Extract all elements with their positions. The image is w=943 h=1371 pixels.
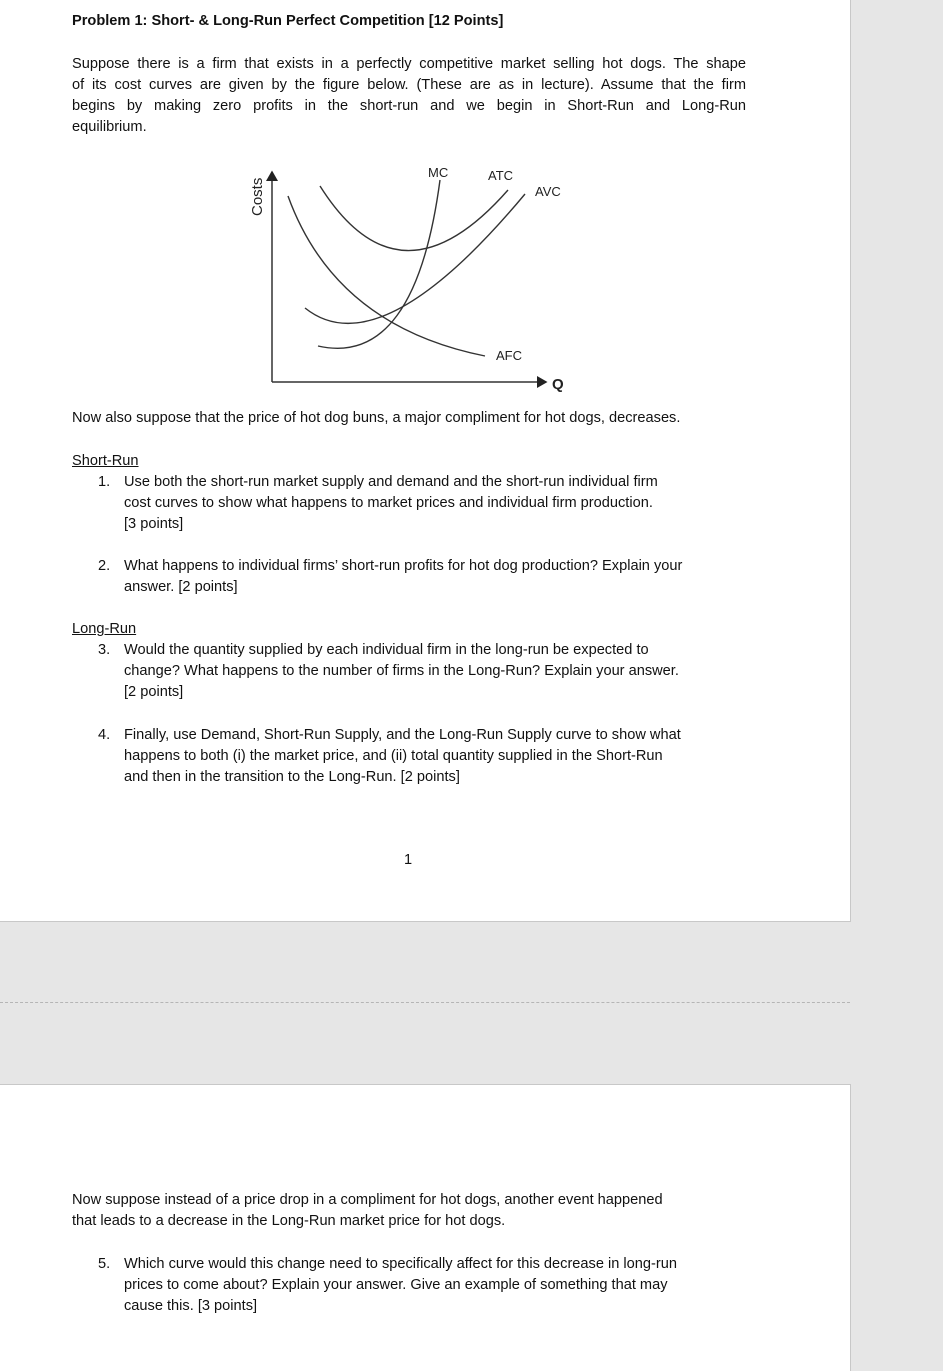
question-line: [2 points]: [124, 684, 184, 700]
intro-line: of its cost curves are given by the figure below. (These are as in lecture). Assume that the firm: [72, 77, 746, 93]
question-line: cost curves to show what happens to market prices and individual firm production.: [124, 495, 653, 511]
long-run-heading: Long-Run: [72, 621, 137, 637]
question-line: prices to come about? Explain your answer. Give an example of something that may: [124, 1277, 668, 1293]
question-number: 1.: [98, 474, 111, 490]
question-line: change? What happens to the number of firms in the Long-Run? Explain your answer.: [124, 663, 679, 679]
question-line: What happens to individual firms’ short-run profits for hot dog production? Explain your: [124, 558, 683, 574]
page-number: 1: [404, 852, 413, 868]
afc-curve: [288, 196, 485, 356]
question-number: 2.: [98, 558, 111, 574]
question-line: Use both the short-run market supply and demand and the short-run individual firm: [124, 474, 658, 490]
question-line: Finally, use Demand, Short-Run Supply, and the Long-Run Supply curve to show what: [124, 727, 681, 743]
intro-line: Suppose there is a firm that exists in a perfectly competitive market selling hot dogs. The shape: [72, 56, 746, 72]
atc-label: ATC: [488, 168, 514, 183]
avc-label: AVC: [535, 184, 561, 199]
question-line: cause this. [3 points]: [124, 1298, 258, 1314]
question-number: 5.: [98, 1256, 111, 1272]
atc-curve: [320, 186, 508, 251]
intro-line: Now suppose instead of a price drop in a compliment for hot dogs, another event happened: [72, 1192, 663, 1208]
scenario-text: Now also suppose that the price of hot dog buns, a major compliment for hot dogs, decreases.: [72, 410, 681, 426]
problem-title: Problem 1: Short- & Long-Run Perfect Competition [12 Points]: [72, 13, 504, 29]
intro-line: that leads to a decrease in the Long-Run market price for hot dogs.: [72, 1213, 506, 1229]
intro-line: begins by making zero profits in the short-run and we begin in Short-Run and Long-Run: [72, 98, 746, 114]
question-line: and then in the transition to the Long-Run. [2 points]: [124, 769, 460, 785]
question-line: [3 points]: [124, 516, 184, 532]
y-axis-label: Costs: [249, 177, 266, 216]
cost-curves-figure: [240, 158, 580, 394]
afc-label: AFC: [496, 348, 522, 363]
question-number: 4.: [98, 727, 111, 743]
short-run-heading: Short-Run: [72, 453, 139, 469]
question-line: Would the quantity supplied by each individual firm in the long-run be expected to: [124, 642, 649, 658]
question-line: happens to both (i) the market price, and (ii) total quantity supplied in the Short-Run: [124, 748, 663, 764]
avc-curve: [305, 194, 525, 323]
question-line: Which curve would this change need to specifically affect for this decrease in long-run: [124, 1256, 677, 1272]
intro-line: equilibrium.: [72, 119, 147, 135]
question-line: answer. [2 points]: [124, 579, 238, 595]
x-axis-label: Q: [552, 376, 564, 393]
mc-label: MC: [428, 165, 449, 180]
question-number: 3.: [98, 642, 111, 658]
page-break-divider: [0, 1002, 850, 1003]
document-page-2: [0, 1084, 851, 1371]
